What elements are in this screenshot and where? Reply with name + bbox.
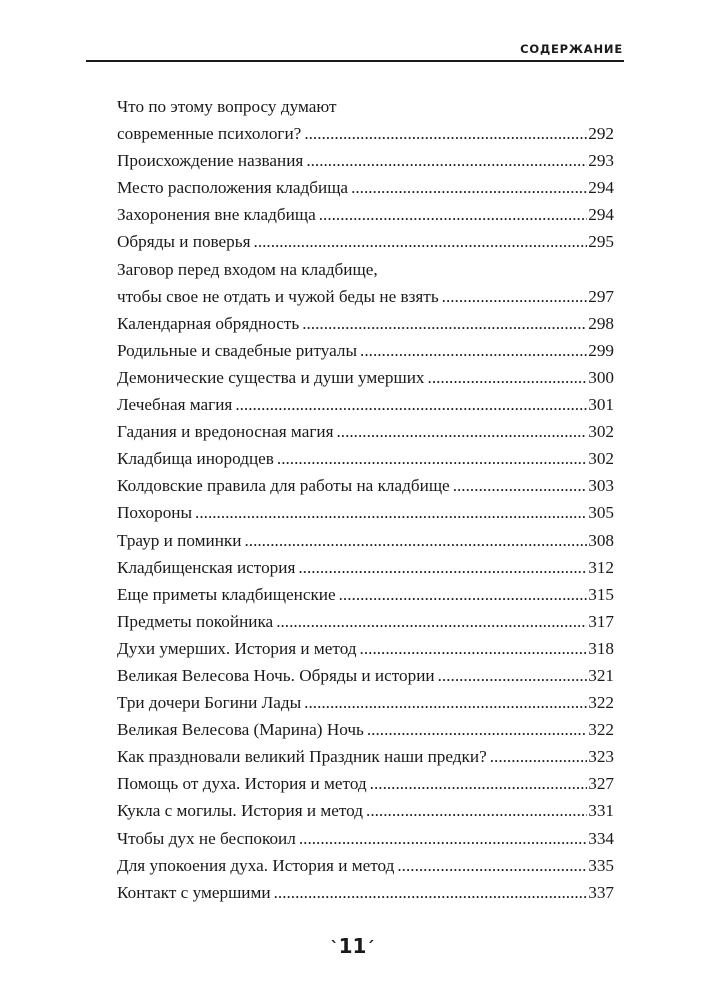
toc-entry-page: 323	[588, 747, 614, 767]
header-rule	[86, 60, 624, 62]
toc-entry-title: Родильные и свадебные ритуалы	[117, 340, 358, 360]
page-number-value: 11	[338, 934, 367, 958]
toc-entry	[117, 743, 614, 770]
toc-dot-leader	[428, 364, 588, 391]
toc-entry	[117, 879, 614, 906]
toc-entry	[117, 364, 614, 391]
toc-entry	[117, 283, 614, 310]
toc-dot-leader	[276, 608, 587, 635]
toc-entry-page: 295	[588, 232, 614, 252]
toc-entry-page: 331	[588, 801, 614, 821]
toc-entry-title: Помощь от духа. История и метод	[117, 774, 367, 794]
toc-entry	[117, 581, 614, 608]
toc-entry-page: 335	[588, 855, 614, 875]
toc-entry-title: Кладбищенская история	[117, 557, 296, 577]
toc-entry	[117, 472, 614, 499]
toc-entry-title: Чтобы дух не беспокоил	[117, 828, 296, 848]
toc-dot-leader	[254, 228, 588, 255]
toc-dot-leader	[298, 554, 587, 581]
toc-dot-leader	[442, 283, 588, 310]
toc-entry-page: 312	[588, 557, 614, 577]
toc-entry-title: чтобы свое не отдать и чужой беды не взять	[117, 286, 439, 306]
toc-entry-title: Заговор перед входом на кладбище,	[117, 259, 378, 279]
toc-dot-leader	[299, 825, 587, 852]
toc-entry	[117, 527, 614, 554]
toc-entry	[117, 770, 614, 797]
toc-entry-title: современные психологи?	[117, 124, 302, 144]
toc-entry-page: 322	[588, 720, 614, 740]
toc-entry-title: Траур и поминки	[117, 530, 242, 550]
toc-entry-page: 300	[588, 367, 614, 387]
toc-entry-title: Гадания и вредоносная магия	[117, 422, 334, 442]
toc-entry-title: Обряды и поверья	[117, 232, 251, 252]
toc-entry-page: 294	[588, 205, 614, 225]
toc-entry-title: Колдовские правила для работы на кладбище	[117, 476, 450, 496]
toc-entry-page: 293	[588, 151, 614, 171]
toc-dot-leader	[490, 743, 587, 770]
toc-entry	[117, 120, 614, 147]
toc-entry-page: 299	[588, 340, 614, 360]
toc-dot-leader	[302, 310, 587, 337]
toc-dot-leader	[438, 662, 588, 689]
toc-entry-title: Еще приметы кладбищенские	[117, 584, 336, 604]
toc-entry	[117, 391, 614, 418]
toc-entry	[117, 689, 614, 716]
toc-entry-page: 297	[588, 286, 614, 306]
toc-entry-page: 315	[588, 584, 614, 604]
toc-entry-page: 301	[588, 395, 614, 415]
toc-entry-page: 302	[588, 449, 614, 469]
page-number-mark-right: ´	[366, 938, 375, 957]
toc-dot-leader	[306, 147, 587, 174]
toc-entry-page: 317	[588, 611, 614, 631]
toc-dot-leader	[244, 527, 587, 554]
toc-entry	[117, 310, 614, 337]
page-number-mark-left: `	[330, 938, 339, 957]
toc-entry-title: Календарная обрядность	[117, 313, 300, 333]
toc-dot-leader	[370, 770, 588, 797]
toc-entry-title: Предметы покойника	[117, 611, 274, 631]
toc-entry	[117, 797, 614, 824]
toc-entry-title: Кукла с могилы. История и метод	[117, 801, 364, 821]
toc-entry	[117, 147, 614, 174]
header-title: СОДЕРЖАНИЕ	[520, 42, 623, 56]
toc-entry-page: 302	[588, 422, 614, 442]
toc-entry	[117, 93, 614, 120]
toc-dot-leader	[360, 635, 588, 662]
page-number	[0, 932, 705, 962]
toc-entry-title: Как праздновали великий Праздник наши предки?	[117, 747, 487, 767]
toc-entry-title: Великая Велесова (Марина) Ночь	[117, 720, 364, 740]
toc-entry-page: 322	[588, 693, 614, 713]
toc-entry	[117, 174, 614, 201]
toc-dot-leader	[351, 174, 587, 201]
toc-entry	[117, 825, 614, 852]
toc-entry-page: 337	[588, 882, 614, 902]
toc-entry-title: Контакт с умершими	[117, 882, 271, 902]
toc-dot-leader	[339, 581, 588, 608]
toc-entry	[117, 716, 614, 743]
toc-entry-page: 321	[588, 665, 614, 685]
toc-entry-title: Три дочери Богини Лады	[117, 693, 302, 713]
toc-entry-page: 292	[588, 124, 614, 144]
toc-dot-leader	[367, 716, 587, 743]
toc-dot-leader	[195, 499, 587, 526]
toc-dot-leader	[453, 472, 588, 499]
toc-entry-title: Для упокоения духа. История и метод	[117, 855, 395, 875]
toc-dot-leader	[274, 879, 588, 906]
toc-entry-page: 294	[588, 178, 614, 198]
toc-dot-leader	[319, 201, 587, 228]
toc-entry-title: Захоронения вне кладбища	[117, 205, 316, 225]
toc-entry-page: 327	[588, 774, 614, 794]
toc-entry-page: 334	[588, 828, 614, 848]
toc-entry	[117, 256, 614, 283]
toc-entry-title: Великая Велесова Ночь. Обряды и истории	[117, 665, 435, 685]
toc-dot-leader	[366, 797, 587, 824]
toc-entry-title: Происхождение названия	[117, 151, 304, 171]
toc-dot-leader	[277, 445, 587, 472]
toc-entry-page: 318	[588, 638, 614, 658]
toc-entry-title: Что по этому вопросу думают	[117, 97, 337, 116]
toc-dot-leader	[304, 689, 587, 716]
toc-entry	[117, 499, 614, 526]
toc-entry-title: Место расположения кладбища	[117, 178, 349, 198]
toc-entry-title: Демонические существа и души умерших	[117, 367, 425, 387]
toc-entry	[117, 608, 614, 635]
toc-entry	[117, 852, 614, 879]
toc-entry-page: 298	[588, 313, 614, 333]
toc-dot-leader	[397, 852, 587, 879]
toc-dot-leader	[304, 120, 587, 147]
toc-entry-title: Духи умерших. История и метод	[117, 638, 357, 658]
toc-entry-page: 308	[588, 530, 614, 550]
toc-entry-title: Похороны	[117, 503, 193, 523]
toc-entry-title: Лечебная магия	[117, 395, 233, 415]
toc-entry	[117, 418, 614, 445]
toc-entry	[117, 635, 614, 662]
toc-entry-page: 305	[588, 503, 614, 523]
toc-entry	[117, 201, 614, 228]
running-header	[86, 38, 624, 60]
toc-entry-title: Кладбища инородцев	[117, 449, 274, 469]
toc-entry	[117, 445, 614, 472]
toc-dot-leader	[360, 337, 587, 364]
toc-entry-page: 303	[588, 476, 614, 496]
toc-dot-leader	[336, 418, 587, 445]
toc-entry	[117, 662, 614, 689]
toc-entry	[117, 337, 614, 364]
toc-entry	[117, 228, 614, 255]
table-of-contents	[117, 93, 614, 906]
toc-entry	[117, 554, 614, 581]
toc-dot-leader	[235, 391, 587, 418]
